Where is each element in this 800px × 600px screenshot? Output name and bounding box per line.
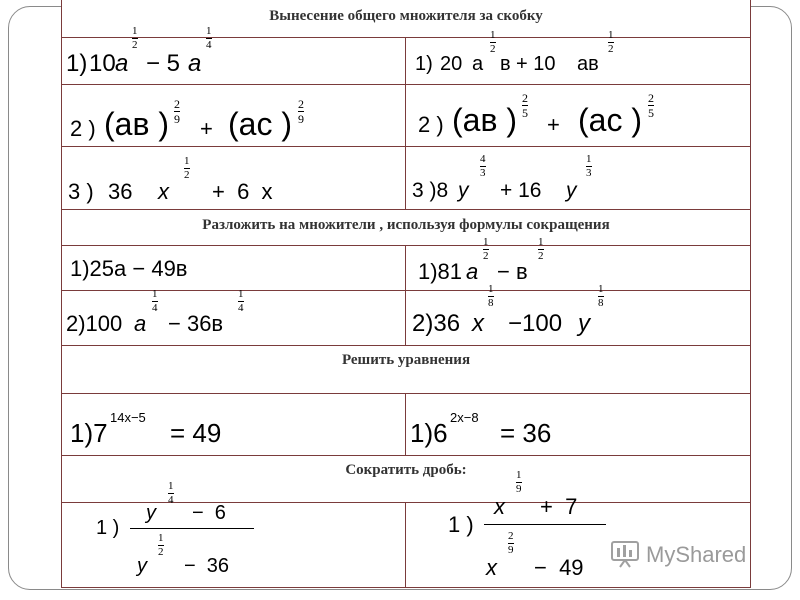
expression-part: 36 [108,179,133,204]
table-rule [61,146,751,147]
exponent-fraction: 1 9 [516,469,522,495]
expression-cell: 1)25a − 49в [70,256,188,281]
column-divider [405,393,406,455]
exponent-fraction: 1 2 [483,236,489,262]
expression-part: 20 [440,53,463,75]
expression-part: a [134,311,147,336]
section-heading-reduce: Сократить дробь: [345,462,467,478]
equation-rhs: = 36 [500,418,552,448]
expression-part: 2)100 [66,311,123,336]
exponent-fraction: 2 9 [508,530,514,556]
expression-part: + [200,116,213,141]
equation-rhs: = 49 [170,418,222,448]
expression-part: + 6 x [212,179,273,204]
table-rule [61,37,751,38]
exponent-fraction: 1 4 [152,288,158,314]
expression-part: (ав ) [104,106,169,142]
expression-part: 2)36 [412,310,461,337]
expression-part: a [188,50,202,77]
column-divider [405,245,406,345]
worksheet-table [61,0,751,588]
table-rule [61,345,751,346]
exponent-fraction: 2 9 [298,97,304,126]
expression-part: 3 ) [68,179,94,204]
table-rule [61,393,751,394]
exponent-fraction: 1 2 [608,29,614,55]
expression-part: 2 ) [70,116,96,141]
expression-part: a [472,53,484,75]
expression-part: y [458,179,469,202]
exponent-fraction: 1 2 [184,155,190,181]
expression-part: 3 )8 [412,179,449,202]
expression-part: + 7 [540,494,578,519]
presentation-icon [610,540,642,568]
section-heading-factorize: Разложить на множители , используя формулы сокращения [202,217,610,233]
fraction-bar [130,528,254,529]
equation-base: 1)7 [70,418,108,448]
table-rule [61,245,751,246]
expression-part: y [146,502,156,524]
expression-part: 1)81 [418,259,463,284]
section-heading-factor-out: Вынесение общего множителя за скобку [269,8,543,24]
exponent-fraction: 1 2 [490,29,496,55]
column-divider [405,37,406,209]
expression-part: + 10 [516,53,556,75]
expression-part: x [494,494,505,519]
expression-part: 10 [89,50,116,77]
exponent-fraction: 1 2 [132,25,138,51]
expression-part: 1 ) [448,512,474,537]
exponent-fraction: 1 4 [168,480,174,506]
expression-part: y [137,555,147,577]
expression-part: − 36 [184,555,230,577]
expression-part: (ав ) [452,102,517,138]
expression-part: x [158,179,169,204]
equation-base: 1)6 [410,418,448,448]
expression-part: (ас ) [578,102,642,138]
expression-part: − в [497,259,528,284]
fraction-bar [484,524,606,525]
expression-part: 1) [415,53,433,75]
exponent-fraction: 2 5 [522,91,528,120]
expression-part: 1 ) [96,517,120,539]
exponent-fraction: 1 2 [158,532,164,558]
equation-exponent: 14x−5 [110,410,146,425]
watermark-text: MyShared [646,542,747,567]
expression-part: y [578,310,590,337]
myshared-watermark [610,540,770,570]
exponent-fraction: 1 8 [598,283,604,309]
equation-exponent: 2x−8 [450,410,479,425]
expression-part: − 5 [146,50,181,77]
expression-part: ав [577,53,599,75]
exponent-fraction: 1 4 [238,288,244,314]
expression-part: a [115,50,129,77]
expression-part: − 36в [168,311,224,336]
expression-part: 2 ) [418,112,444,137]
expression-part: y [566,179,577,202]
exponent-fraction: 1 2 [538,236,544,262]
table-rule [61,502,751,503]
expression-part: x [472,310,484,337]
expression-part: 1) [66,50,88,77]
column-divider [405,502,406,588]
expression-part: + 16 [500,179,542,202]
table-rule [61,84,751,85]
expression-part: x [486,555,497,580]
table-rule [61,209,751,210]
expression-part: − 6 [192,502,226,524]
exponent-fraction: 4 3 [480,153,486,179]
table-rule [61,455,751,456]
exponent-fraction: 1 4 [206,25,212,51]
expression-part: в [500,53,511,75]
exponent-fraction: 2 9 [174,97,180,126]
table-rule [61,290,751,291]
exponent-fraction: 2 5 [648,91,654,120]
exponent-fraction: 1 3 [586,153,592,179]
section-heading-equations: Решить уравнения [341,352,471,368]
expression-part: a [466,259,479,284]
expression-part: + [547,112,560,137]
exponent-fraction: 1 8 [488,283,494,309]
expression-part: (ас ) [228,106,292,142]
expression-part: − 49 [534,555,584,580]
expression-part: −100 [508,310,563,337]
